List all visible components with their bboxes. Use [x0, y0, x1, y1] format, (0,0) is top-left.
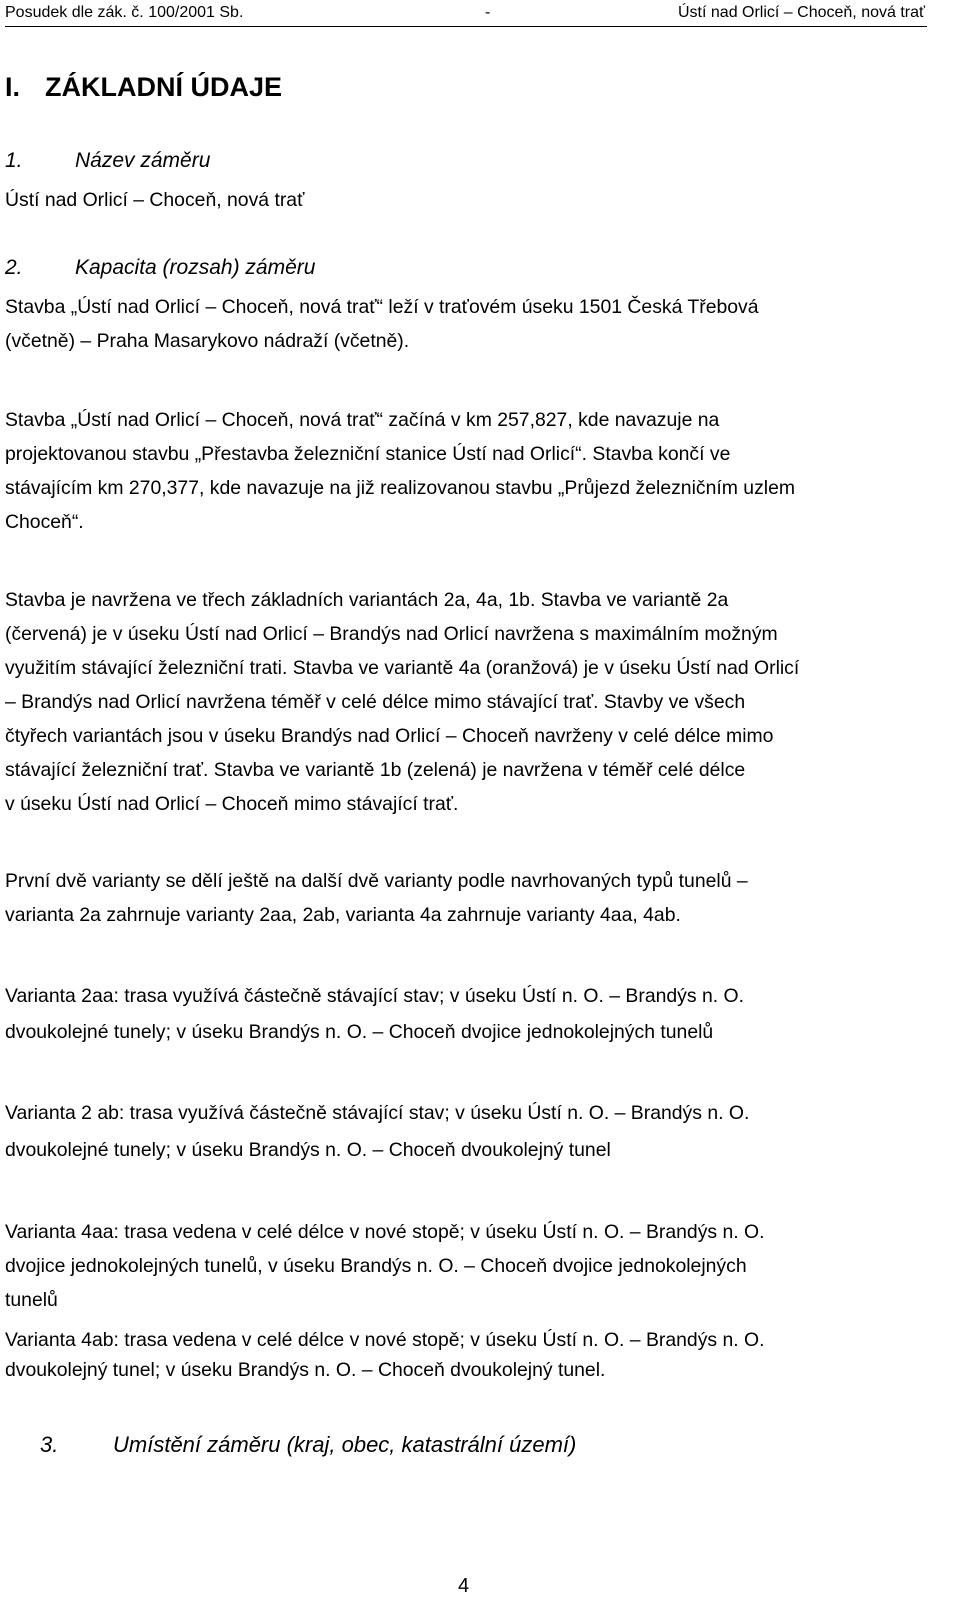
text-line: První dvě varianty se dělí ještě na další dvě varianty podle navrhovaných typů tunelů –	[5, 870, 748, 892]
section-2-paragraph-2	[5, 403, 915, 539]
section-2-paragraph-3	[5, 583, 915, 821]
page-header	[5, 4, 925, 24]
variant-2aa	[5, 978, 915, 1050]
section-1-text: Ústí nad Orlicí – Choceň, nová trať	[5, 189, 305, 211]
text-line: dvoukolejné tunely; v úseku Brandýs n. O. – Choceň dvojice jednokolejných tunelů	[5, 1021, 714, 1043]
section-2-number: 2.	[5, 256, 23, 279]
section-3-heading	[40, 1432, 576, 1458]
section-1-content	[5, 183, 915, 217]
text-line: varianta 2a zahrnuje varianty 2aa, 2ab, varianta 4a zahrnuje varianty 4aa, 4ab.	[5, 904, 681, 926]
section-3-title: Umístění záměru (kraj, obec, katastrální území)	[113, 1432, 577, 1457]
text-line: v úseku Ústí nad Orlicí – Choceň mimo stávající trať.	[5, 793, 459, 815]
text-line: Varianta 2aa: trasa využívá částečně stávající stav; v úseku Ústí n. O. – Brandýs n. O.	[5, 985, 744, 1007]
main-title	[5, 72, 282, 103]
text-line: dvoukolejný tunel; v úseku Brandýs n. O. – Choceň dvoukolejný tunel.	[5, 1359, 606, 1381]
text-line: tunelů	[5, 1289, 58, 1311]
section-1-heading	[5, 149, 210, 173]
text-line: Stavba „Ústí nad Orlicí – Choceň, nová trať“ začíná v km 257,827, kde navazuje na	[5, 409, 720, 431]
text-line: Stavba „Ústí nad Orlicí – Choceň, nová trať“ leží v traťovém úseku 1501 Česká Třebová	[5, 296, 759, 318]
text-line: projektovanou stavbu „Přestavba železniční stanice Ústí nad Orlicí“. Stavba končí ve	[5, 443, 731, 465]
main-title-number: I.	[5, 72, 21, 102]
section-2-title: Kapacita (rozsah) záměru	[75, 256, 316, 279]
text-line: dvoukolejné tunely; v úseku Brandýs n. O. – Choceň dvoukolejný tunel	[5, 1139, 611, 1161]
section-1-title: Název záměru	[75, 149, 211, 172]
header-right-text: Ústí nad Orlicí – Choceň, nová trať	[678, 4, 925, 21]
text-line: (červená) je v úseku Ústí nad Orlicí – Brandýs nad Orlicí navržena s maximálním možným	[5, 623, 778, 645]
header-left-text: Posudek dle zák. č. 100/2001 Sb.	[5, 4, 244, 21]
section-1-number: 1.	[5, 149, 23, 172]
variant-4ab	[5, 1325, 915, 1385]
text-line: využitím stávající železniční trati. Stavba ve variantě 4a (oranžová) je v úseku Ústí nad Orlicí	[5, 657, 800, 679]
main-title-text: ZÁKLADNÍ ÚDAJE	[45, 72, 283, 102]
section-2-paragraph-1	[5, 290, 915, 358]
page-number: 4	[458, 1575, 470, 1597]
text-line: Varianta 2 ab: trasa využívá částečně stávající stav; v úseku Ústí n. O. – Brandýs n. O.	[5, 1102, 750, 1124]
text-line: – Brandýs nad Orlicí navržena téměř v celé délce mimo stávající trať. Stavby ve všech	[5, 691, 746, 713]
text-line: Varianta 4ab: trasa vedena v celé délce v nové stopě; v úseku Ústí n. O. – Brandýs n. O.	[5, 1329, 765, 1351]
text-line: stávajícím km 270,377, kde navazuje na již realizovanou stavbu „Průjezd železničním uzlem	[5, 477, 796, 499]
header-divider	[5, 26, 927, 27]
section-2-heading	[5, 256, 315, 280]
text-line: dvojice jednokolejných tunelů, v úseku Brandýs n. O. – Choceň dvojice jednokolejných	[5, 1255, 747, 1277]
section-3-number: 3.	[40, 1432, 59, 1457]
variant-2ab	[5, 1095, 915, 1169]
text-line: Choceň“.	[5, 511, 84, 533]
text-line: (včetně) – Praha Masarykovo nádraží (včetně).	[5, 330, 410, 352]
text-line: Varianta 4aa: trasa vedena v celé délce v nové stopě; v úseku Ústí n. O. – Brandýs n. O.	[5, 1221, 765, 1243]
text-line: stávající železniční trať. Stavba ve variantě 1b (zelená) je navržena v téměř celé délce	[5, 759, 746, 781]
text-line: čtyřech variantách jsou v úseku Brandýs nad Orlicí – Choceň navrženy v celé délce mimo	[5, 725, 774, 747]
variant-4aa	[5, 1215, 915, 1317]
section-2-paragraph-4	[5, 864, 915, 932]
header-separator: -	[485, 4, 491, 21]
text-line: Stavba je navržena ve třech základních variantách 2a, 4a, 1b. Stavba ve variantě 2a	[5, 589, 729, 611]
